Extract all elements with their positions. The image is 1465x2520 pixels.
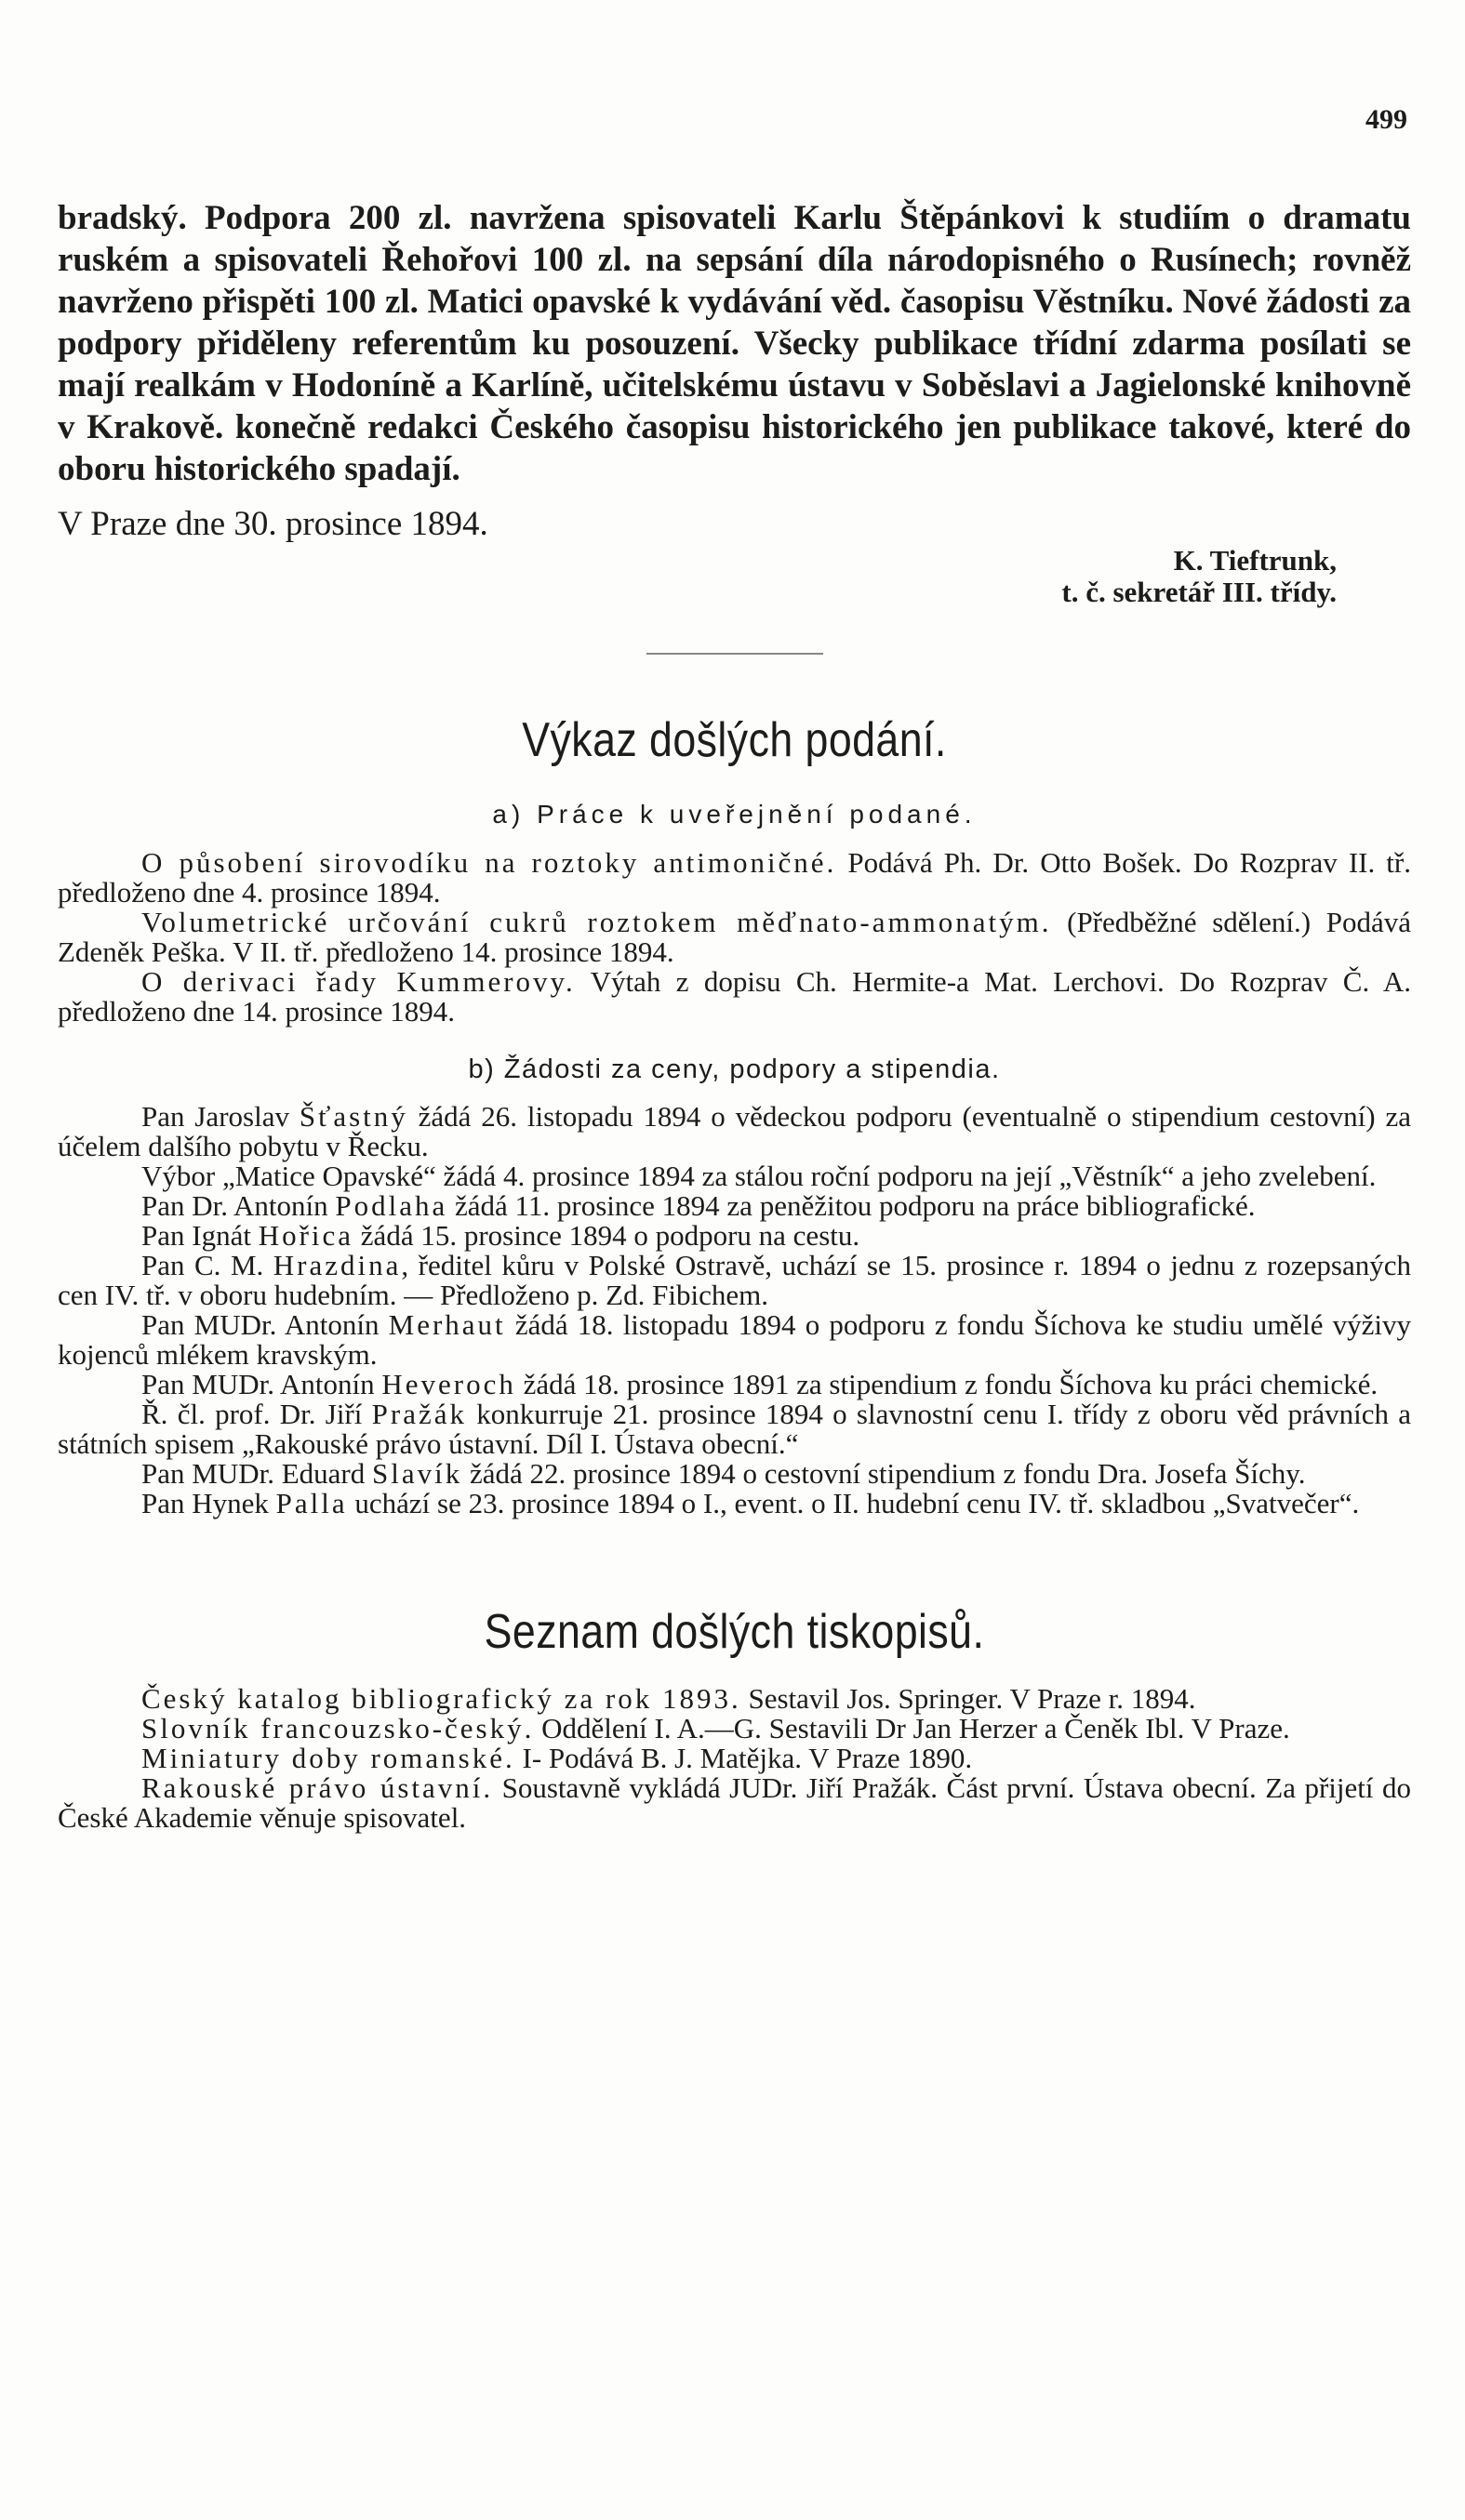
list-item: Pan MUDr. Eduard Slavík žádá 22. prosince 1894 o cestovní stipendium z fondu Dra. Josefa Šíchy.	[141, 1457, 1306, 1490]
subheading-a: a) Práce k uveřejnění podané.	[492, 800, 977, 829]
divider	[646, 653, 823, 655]
list-item: Výbor „Matice Opavské“ žádá 4. prosince 1894 za stálou roční podporu na její „Věstník“ a jeho zvelebení.	[141, 1160, 1377, 1192]
signature-name: K. Tieftrunk,	[1173, 544, 1337, 577]
list-item: Pan Jaroslav Šťastný žádá 26. listopadu 1894 o vědeckou podporu (eventualně o stipendium cestovní) za účelem dalšího pobytu v Řecku.	[58, 1100, 1411, 1162]
list-item: Pan MUDr. Antonín Merhaut žádá 18. listopadu 1894 o podporu z fondu Šíchova ke studiu umělé výživy kojenců mlékem kravským.	[58, 1308, 1411, 1371]
signature	[58, 545, 1337, 608]
section-title-seznam: Seznam došlých tiskopisů.	[484, 1605, 985, 1659]
list-item: Miniatury doby romanské. I- Podává B. J. Matějka. V Praze 1890.	[141, 1742, 973, 1774]
page-number: 499	[1365, 104, 1407, 135]
list-item: O derivaci řady Kummerovy. Výtah z dopisu Ch. Hermite-a Mat. Lerchovi. Do Rozprav Č. A. předloženo dne 14. prosince 1894.	[58, 965, 1411, 1028]
list-item: O působení sirovodíku na roztoky antimoničné. Podává Ph. Dr. Otto Bošek. Do Rozprav II. tř. předloženo dne 4. prosince 1894.	[58, 846, 1411, 909]
subheading-b: b) Žádosti za ceny, podpory a stipendia.	[468, 1054, 1001, 1084]
list-item: Volumetrické určování cukrů roztokem měďnato-ammonatým. (Předběžné sdělení.) Podává Zdeněk Peška. V II. tř. předloženo 14. prosince 1894.	[58, 906, 1411, 968]
list-item: Český katalog bibliografický za rok 1893. Sestavil Jos. Springer. V Praze r. 1894.	[141, 1682, 1196, 1715]
page-content	[58, 197, 1411, 1833]
intro-paragraph: bradský. Podpora 200 zl. navržena spisovateli Karlu Štěpánkovi k studiím o dramatu ruském a spisovateli Řehořovi 100 zl. na sepsání díla národopisného o Rusínech; rovněž navrženo přispěti 100 zl. Matici opavské k vydávání věd. časopisu Věstníku. Nové žádosti za podpory přiděleny referentům ku posouzení. Všecky publikace třídní zdarma posílati se mají realkám v Hodoníně a Karlíně, učitelskému ústavu v Soběslavi a Jagielonské knihovně v Krakově. konečně redakci Českého časopisu historického jen publikace takové, které do oboru historického spadají.	[58, 199, 1411, 488]
section-title-vykaz: Výkaz došlých podání.	[522, 713, 947, 767]
list-item: Slovník francouzsko-český. Oddělení I. A.—G. Sestavili Dr Jan Herzer a Čeněk Ibl. V Praze.	[141, 1712, 1290, 1744]
signature-role: t. č. sekretář III. třídy.	[1061, 576, 1337, 608]
list-item: Pan MUDr. Antonín Heveroch žádá 18. prosince 1891 za stipendium z fondu Šíchova ku práci chemické.	[141, 1368, 1378, 1400]
list-item: Ř. čl. prof. Dr. Jiří Pražák konkurruje 21. prosince 1894 o slavnostní cenu I. třídy z oboru věd právních a státních spisem „Rakouské právo ústavní. Díl I. Ústava obecní.“	[58, 1398, 1412, 1460]
list-item: Rakouské právo ústavní. Soustavně vykládá JUDr. Jiří Pražák. Část první. Ústava obecní. Za přijetí do České Akademie věnuje spisovatel.	[58, 1771, 1411, 1834]
list-item: Pan Ignát Hořica žádá 15. prosince 1894 o podporu na cestu.	[141, 1219, 860, 1252]
list-item: Pan C. M. Hrazdina, ředitel kůru v Polské Ostravě, uchází se 15. prosince r. 1894 o jednu z rozepsaných cen IV. tř. v oboru hudebním. — Předloženo p. Zd. Fibichem.	[58, 1249, 1411, 1311]
list-item: Pan Hynek Palla uchází se 23. prosince 1894 o I., event. o II. hudební cenu IV. tř. skladbou „Svatvečer“.	[141, 1487, 1360, 1519]
list-item: Pan Dr. Antonín Podlaha žádá 11. prosince 1894 za peněžitou podporu na práce bibliografické.	[141, 1189, 1256, 1222]
date-line: V Praze dne 30. prosince 1894.	[58, 505, 488, 543]
